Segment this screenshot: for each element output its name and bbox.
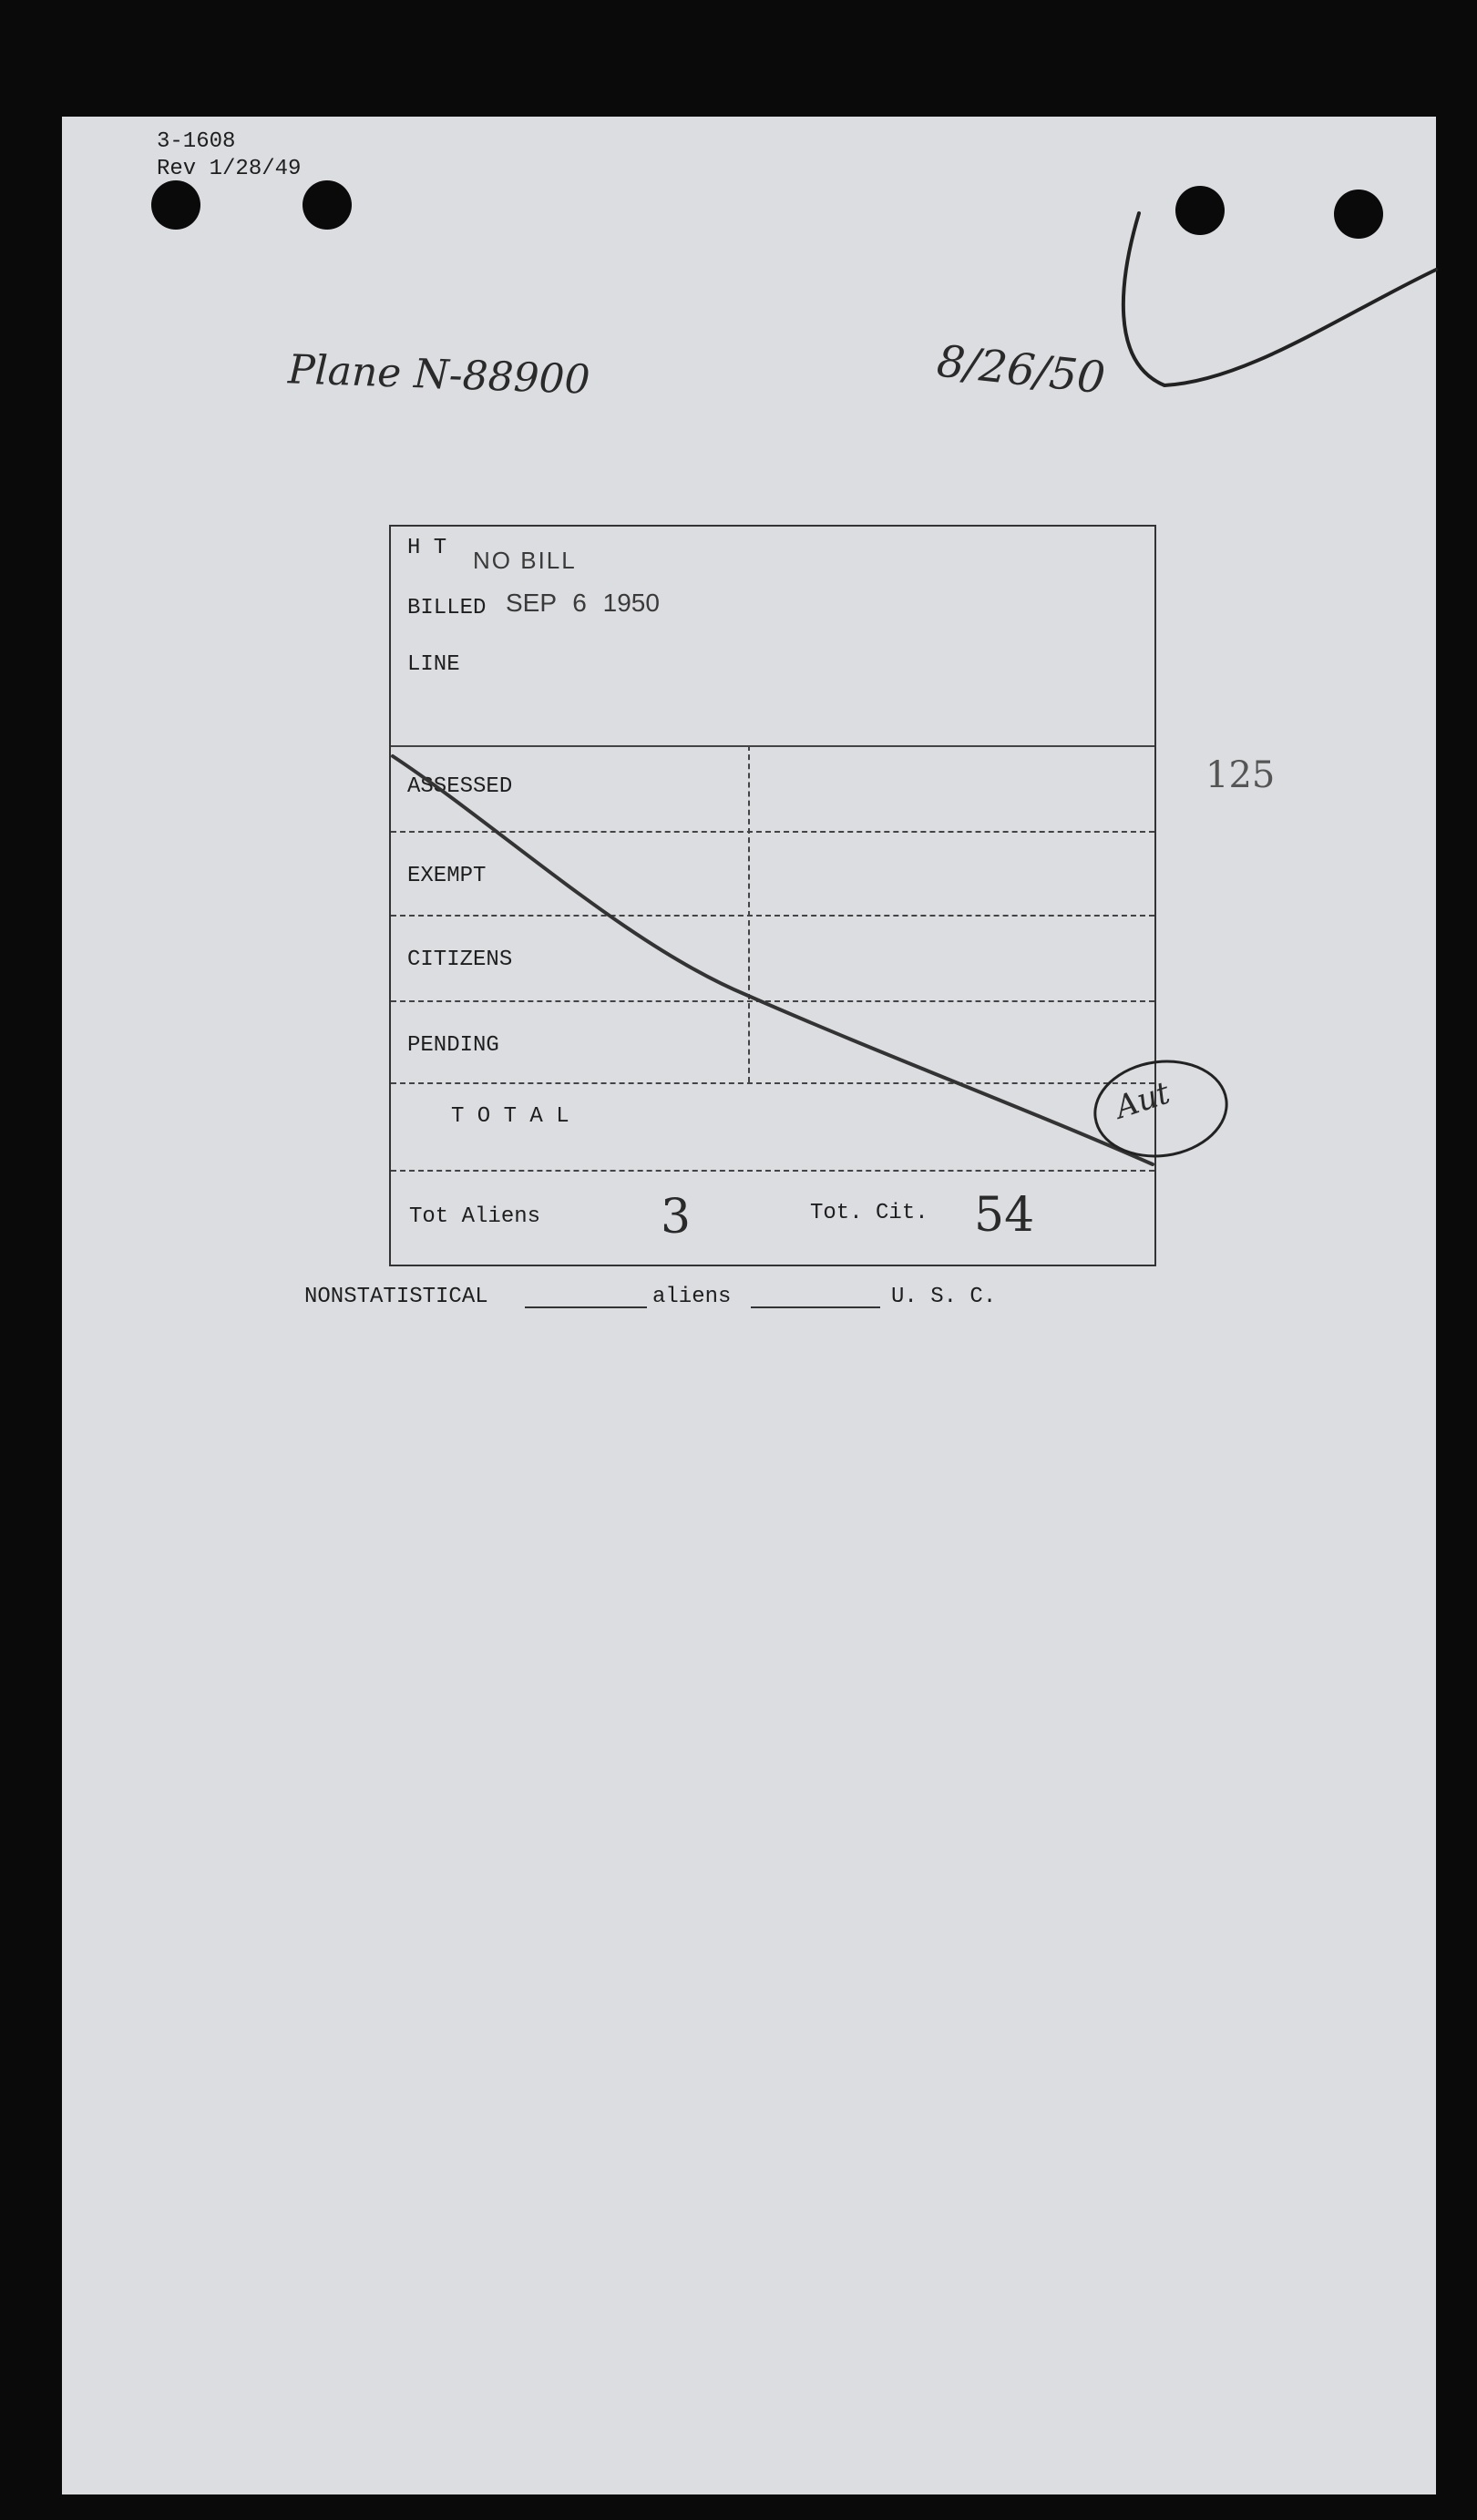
tot-aliens-label: Tot Aliens xyxy=(409,1204,541,1229)
circled-note-text: Aut xyxy=(1111,1074,1174,1127)
row-label-assessed: ASSESSED xyxy=(407,774,513,799)
handwritten-plane-number: Plane N-88900 xyxy=(287,346,591,404)
line-label: LINE xyxy=(407,652,460,677)
handwritten-date: 8/26/50 xyxy=(934,335,1108,405)
billed-date-stamp: SEP 6 1950 xyxy=(506,589,660,617)
aliens-blank xyxy=(751,1306,880,1308)
handwritten-tot-cit: 54 xyxy=(974,1188,1035,1243)
row-label-exempt: EXEMPT xyxy=(407,864,487,888)
aliens-label: aliens xyxy=(652,1285,732,1309)
ht-label: H T xyxy=(407,536,447,560)
page-number: 125 xyxy=(1205,754,1276,796)
total-label: T O T A L xyxy=(451,1104,569,1129)
form-id: 3-1608 xyxy=(157,129,236,154)
manifest-form-box xyxy=(389,525,1156,1266)
form-revision: Rev 1/28/49 xyxy=(157,157,302,181)
nonstatistical-blank xyxy=(525,1306,647,1308)
punch-hole-left-2 xyxy=(303,180,352,230)
document-page xyxy=(62,117,1436,2494)
handwritten-tot-aliens: 3 xyxy=(661,1190,692,1245)
no-bill-stamp: NO BILL xyxy=(473,547,577,574)
margin-pen-stroke xyxy=(1110,208,1438,408)
cancel-stroke xyxy=(391,527,1154,1265)
tot-cit-label: Tot. Cit. xyxy=(810,1201,928,1225)
punch-hole-left-1 xyxy=(151,180,200,230)
row-label-citizens: CITIZENS xyxy=(407,948,513,972)
row-label-pending: PENDING xyxy=(407,1033,499,1058)
nonstatistical-label: NONSTATISTICAL xyxy=(304,1285,488,1309)
usc-label: U. S. C. xyxy=(891,1285,997,1309)
billed-label: BILLED xyxy=(407,596,487,620)
